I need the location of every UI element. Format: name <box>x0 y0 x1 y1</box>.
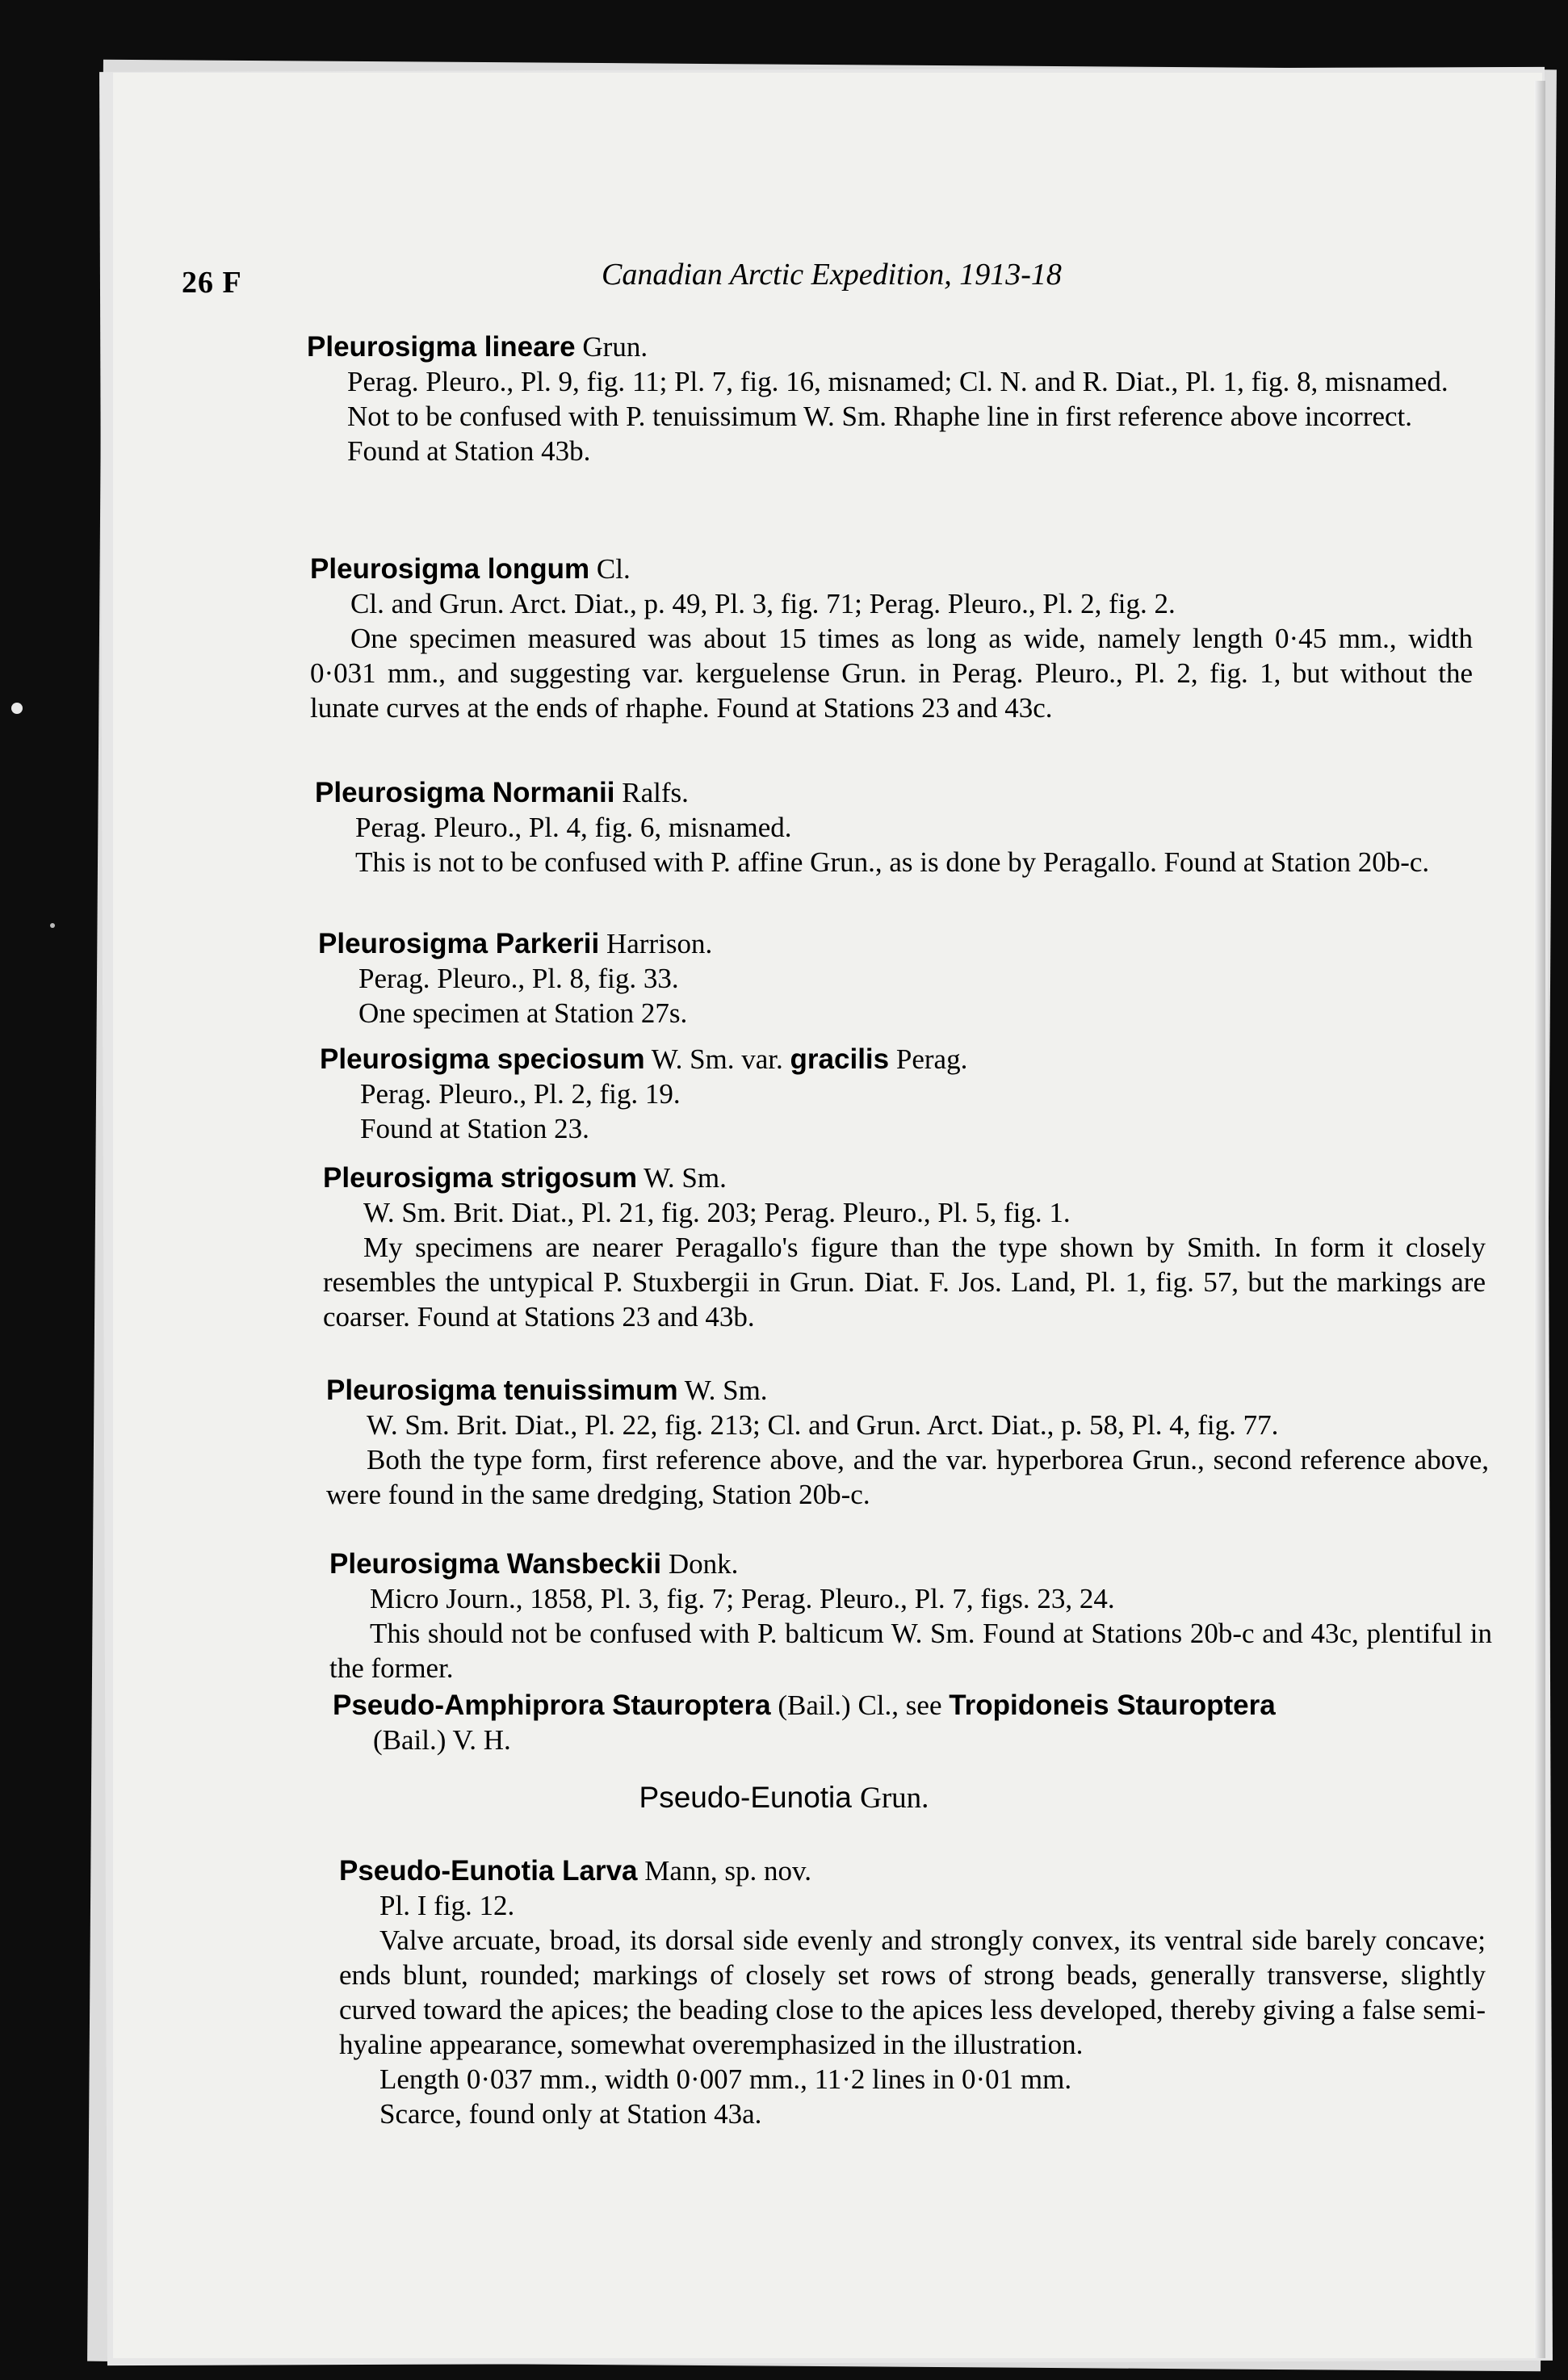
variety-name: gracilis <box>790 1043 890 1075</box>
variety-authority: Perag. <box>895 1043 968 1075</box>
see-taxon-name: Tropidoneis Stauroptera <box>949 1690 1276 1721</box>
page-edge <box>1534 81 1545 2358</box>
taxon-entry <box>333 1688 1495 1757</box>
entry-heading <box>326 1373 1489 1408</box>
entry-paragraph: Pl. I fig. 12. <box>379 1890 515 1921</box>
entry-heading <box>329 1547 1492 1581</box>
entry-paragraph: Not to be confused with P. tenuissimum W. Sm. Rhaphe line in first reference above incorrect. <box>347 401 1413 432</box>
page-number: 26 F <box>182 266 242 300</box>
taxon-name: Pleurosigma lineare <box>307 331 576 363</box>
entry-paragraph: Perag. Pleuro., Pl. 4, fig. 6, misnamed. <box>355 812 792 843</box>
entry-heading <box>307 330 1469 364</box>
taxon-entry <box>315 775 1478 879</box>
entry-paragraph: W. Sm. Brit. Diat., Pl. 21, fig. 203; Perag. Pleuro., Pl. 5, fig. 1. <box>363 1197 1071 1228</box>
taxon-name: Pleurosigma speciosum <box>320 1043 645 1075</box>
taxon-entry <box>310 552 1473 725</box>
taxon-authority: Ralfs. <box>622 777 689 808</box>
entry-paragraph: Both the type form, first reference above, and the var. hyperborea Grun., second reference above, were found in the same dredging, Station 20b-c. <box>326 1444 1489 1510</box>
entry-paragraph: Perag. Pleuro., Pl. 8, fig. 33. <box>358 963 679 994</box>
entry-paragraph: This should not be confused with P. balticum W. Sm. Found at Stations 20b-c and 43c, plentiful in the former. <box>329 1618 1492 1684</box>
genus-authority: Grun. <box>860 1782 929 1815</box>
scan-speck <box>11 703 23 714</box>
genus-section-heading <box>0 1781 1568 1815</box>
entry-paragraph: Micro Journ., 1858, Pl. 3, fig. 7; Perag. Pleuro., Pl. 7, figs. 23, 24. <box>370 1583 1115 1614</box>
taxon-authority: Grun. <box>582 331 648 363</box>
taxon-authority: Mann, sp. nov. <box>644 1855 812 1887</box>
entry-paragraph: W. Sm. Brit. Diat., Pl. 22, fig. 213; Cl. and Grun. Arct. Diat., p. 58, Pl. 4, fig. 77. <box>367 1409 1279 1441</box>
taxon-authority: Donk. <box>668 1548 739 1580</box>
taxon-name: Pleurosigma Wansbeckii <box>329 1548 662 1580</box>
entry-paragraph: Scarce, found only at Station 43a. <box>379 2098 762 2130</box>
genus-name: Pseudo-Eunotia <box>639 1781 852 1814</box>
entry-paragraph: My specimens are nearer Peragallo's figure than the type shown by Smith. In form it closely resembles the untypical P. Stuxbergii in Grun. Diat. F. Jos. Land, Pl. 1, fig. 57, but the markings are coarser. Found at Stations 23 and 43b. <box>323 1232 1486 1333</box>
entry-paragraph: Found at Station 43b. <box>347 435 591 467</box>
running-head <box>182 257 1312 305</box>
taxon-name: Pleurosigma strigosum <box>323 1162 637 1194</box>
taxon-entry-new-species <box>339 1853 1486 2131</box>
entry-paragraph: Length 0·037 mm., width 0·007 mm., 11·2 lines in 0·01 mm. <box>379 2063 1072 2095</box>
taxon-entry <box>307 330 1469 468</box>
scan-speck <box>50 923 55 928</box>
entry-paragraph: Perag. Pleuro., Pl. 2, fig. 19. <box>360 1078 681 1110</box>
entry-paragraph: One specimen measured was about 15 times as long as wide, namely length 0·45 mm., width 0·031 mm., and suggesting var. kerguelense Grun. in Perag. Pleuro., Pl. 2, fig. 1, but without the lunate curves at the ends of rhaphe. Found at Stations 23 and 43c. <box>310 623 1473 724</box>
taxon-entry <box>326 1373 1489 1512</box>
taxon-authority: Harrison. <box>606 928 713 959</box>
taxon-name: Pseudo-Amphiprora Stauroptera <box>333 1690 771 1721</box>
entry-heading <box>339 1853 1486 1888</box>
taxon-entry <box>329 1547 1492 1685</box>
taxon-name: Pleurosigma Normanii <box>315 777 615 808</box>
taxon-entry <box>318 926 1481 1030</box>
taxon-name: Pleurosigma tenuissimum <box>326 1375 678 1406</box>
entry-heading <box>320 1042 1482 1077</box>
entry-paragraph: Cl. and Grun. Arct. Diat., p. 49, Pl. 3, fig. 71; Perag. Pleuro., Pl. 2, fig. 2. <box>350 588 1176 619</box>
entry-paragraph: Found at Station 23. <box>360 1113 589 1144</box>
taxon-authority: (Bail.) Cl., see <box>778 1690 942 1721</box>
entry-heading <box>318 926 1481 961</box>
taxon-entry <box>320 1042 1482 1146</box>
entry-paragraph: This is not to be confused with P. affine Grun., as is done by Peragallo. Found at Station 20b-c. <box>355 846 1430 878</box>
taxon-authority: W. Sm. <box>684 1375 768 1406</box>
taxon-name: Pleurosigma longum <box>310 553 590 585</box>
entry-heading <box>323 1161 1486 1195</box>
taxon-authority: W. Sm. var. <box>651 1043 783 1075</box>
taxon-authority: W. Sm. <box>644 1162 727 1194</box>
entry-heading <box>315 775 1478 810</box>
entry-paragraph: Perag. Pleuro., Pl. 9, fig. 11; Pl. 7, fig. 16, misnamed; Cl. N. and R. Diat., Pl. 1, fig. 8, misnamed. <box>347 366 1449 397</box>
taxon-authority: Cl. <box>596 553 631 585</box>
see-taxon-authority: (Bail.) V. H. <box>373 1724 511 1756</box>
entry-heading <box>310 552 1473 586</box>
taxon-name: Pseudo-Eunotia Larva <box>339 1855 638 1887</box>
taxon-entry <box>323 1161 1486 1334</box>
entry-heading <box>333 1688 1495 1723</box>
entry-paragraph: Valve arcuate, broad, its dorsal side evenly and strongly convex, its ventral side barely concave; ends blunt, rounded; markings of closely set rows of strong beads, generally transverse, slightly curved toward the apices; the beading close to the apices less developed, thereby giving a false semi-hyaline appearance, somewhat overemphasized in the illustration. <box>339 1925 1486 2060</box>
taxon-name: Pleurosigma Parkerii <box>318 928 600 959</box>
journal-title: Canadian Arctic Expedition, 1913-18 <box>602 258 1062 292</box>
entry-paragraph: One specimen at Station 27s. <box>358 997 688 1029</box>
